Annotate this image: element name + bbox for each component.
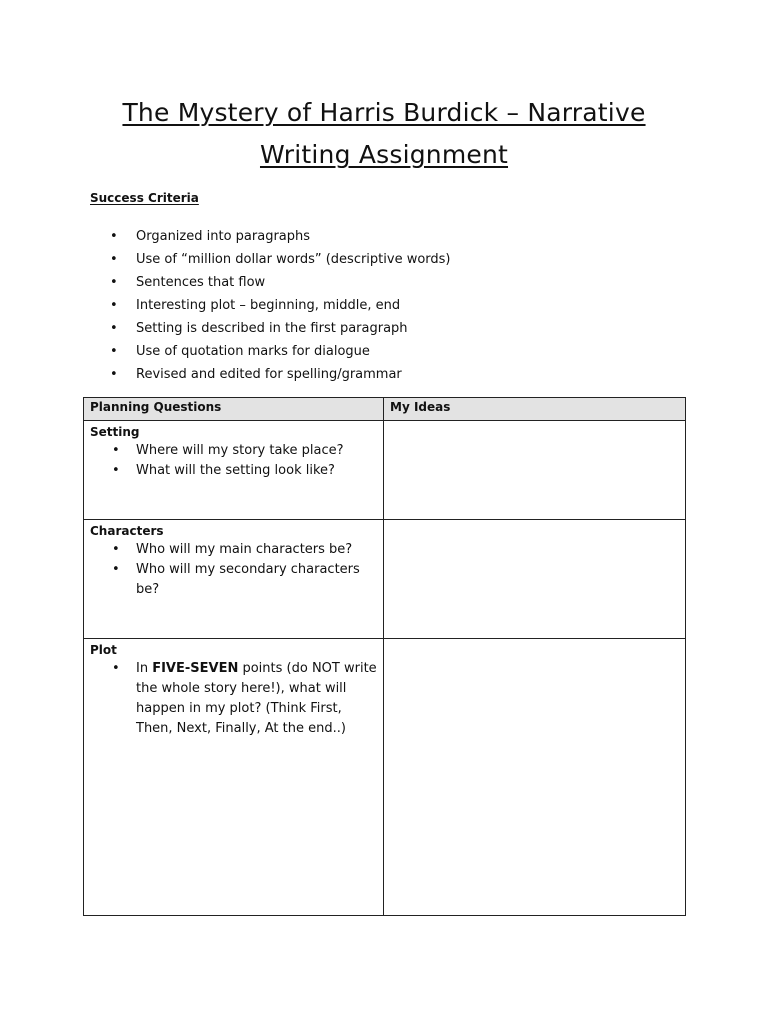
bullet-icon: • [112,661,120,676]
criteria-item [110,271,451,294]
plot-question-list [90,659,377,739]
planning-table [83,397,686,916]
characters-questions-cell [84,520,384,639]
success-criteria-list [110,225,451,386]
criteria-item-text: Setting is described in the first paragraph [136,321,408,336]
table-row-characters [84,520,686,639]
question-item [90,461,377,481]
bullet-icon: • [110,367,118,382]
criteria-item [110,340,451,363]
setting-question-list [90,441,377,481]
characters-ideas-cell[interactable] [384,520,686,639]
success-criteria-heading: Success Criteria [90,191,199,205]
criteria-item [110,363,451,386]
question-text-after: points (do NOT write the whole story here!), what will happen in my plot? (Think First, Then, Next, Finally, At the end..) [136,661,377,736]
page-title-line-1: The Mystery of Harris Burdick – Narrative [122,98,646,127]
question-text: What will the setting look like? [136,463,335,478]
plot-questions-cell [84,639,384,916]
criteria-item-text: Organized into paragraphs [136,229,311,244]
table-header-row [84,398,686,421]
setting-heading: Setting [90,425,140,439]
bullet-icon: • [110,321,118,336]
criteria-item [110,294,451,317]
criteria-item-text: Revised and edited for spelling/grammar [136,367,402,382]
table-row-setting [84,421,686,520]
plot-ideas-cell[interactable] [384,639,686,916]
table-row-plot [84,639,686,916]
question-text-emphasis: FIVE-SEVEN [152,661,239,676]
bullet-icon: • [110,275,118,290]
question-item [90,441,377,461]
question-text: Where will my story take place? [136,443,344,458]
question-text-before: In [136,661,153,676]
setting-questions-cell [84,421,384,520]
characters-heading: Characters [90,524,164,538]
bullet-icon: • [110,229,118,244]
criteria-item-text: Sentences that flow [136,275,266,290]
characters-question-list [90,540,377,600]
criteria-item-text: Interesting plot – beginning, middle, end [136,298,401,313]
question-item [90,659,377,739]
bullet-icon: • [112,463,120,478]
page-title-line-2: Writing Assignment [259,140,509,169]
plot-heading: Plot [90,643,117,657]
header-my-ideas: My Ideas [384,398,686,421]
question-item [90,540,377,560]
criteria-item-text: Use of quotation marks for dialogue [136,344,370,359]
bullet-icon: • [110,252,118,267]
criteria-item [110,248,451,271]
question-text: Who will my secondary characters be? [136,562,360,597]
bullet-icon: • [110,298,118,313]
setting-ideas-cell[interactable] [384,421,686,520]
question-text: Who will my main characters be? [136,542,353,557]
bullet-icon: • [110,344,118,359]
criteria-item-text: Use of “million dollar words” (descriptive words) [136,252,451,267]
header-planning-questions: Planning Questions [84,398,384,421]
bullet-icon: • [112,562,120,577]
criteria-item [110,225,451,248]
question-item [90,560,377,600]
bullet-icon: • [112,443,120,458]
criteria-item [110,317,451,340]
bullet-icon: • [112,542,120,557]
